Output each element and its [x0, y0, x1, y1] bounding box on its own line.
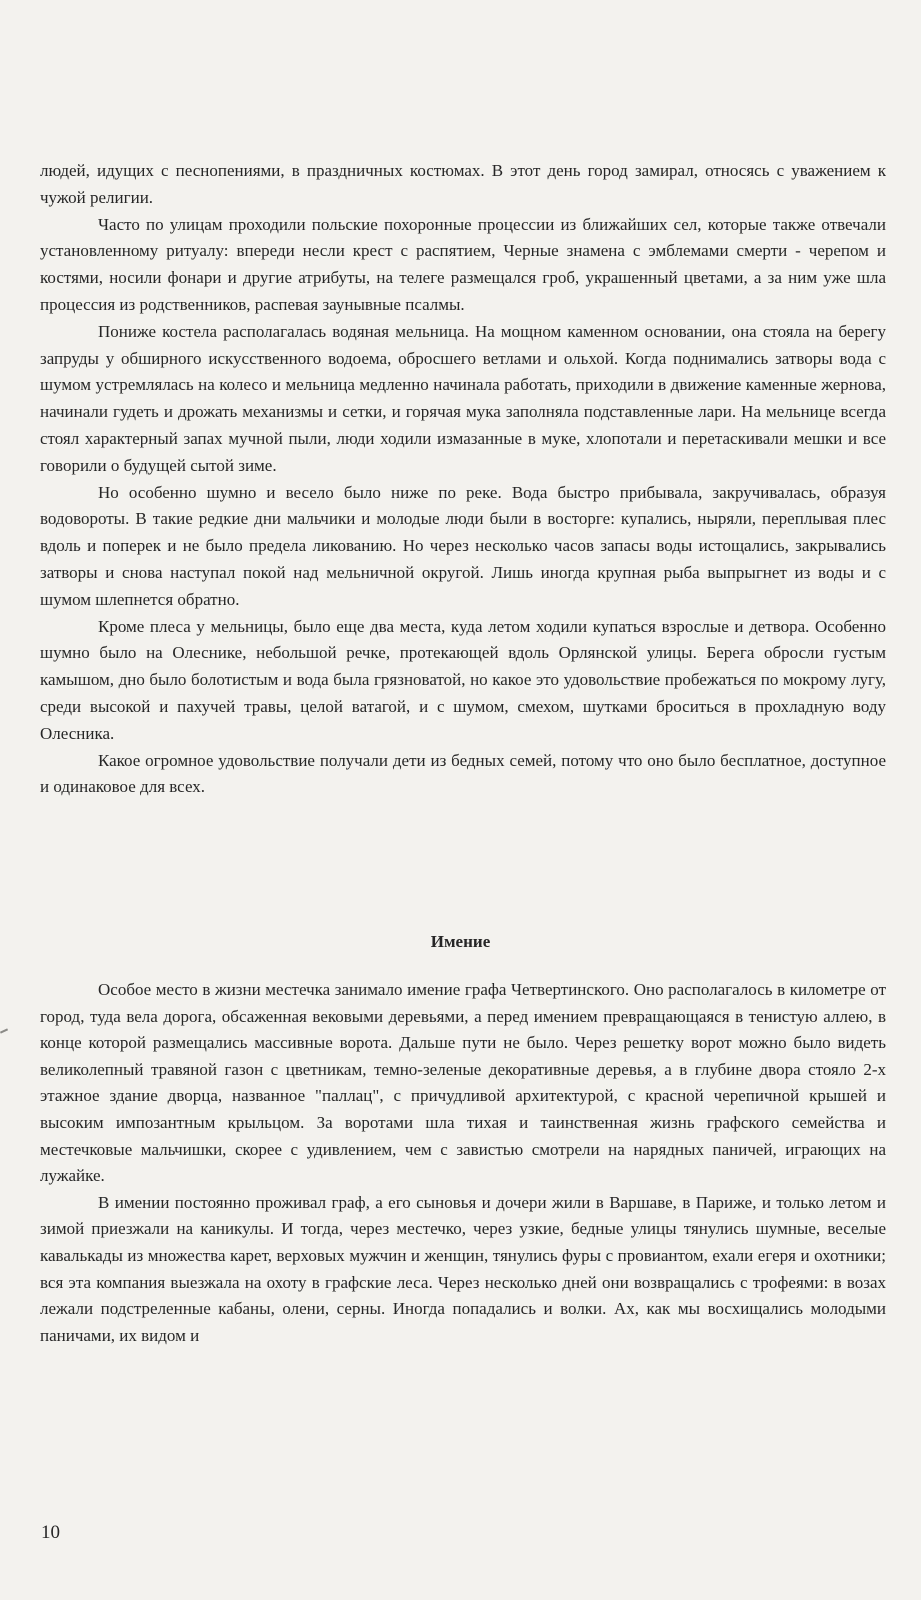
- paragraph: Кроме плеса у мельницы, было еще два места, куда летом ходили купаться взрослые и детвора. Особенно шумно было на Олеснике, небольшой речке, протекающей вдоль Орлянской улицы. Берега обросли густым камышом, дно было болотистым и вода была грязноватой, но какое это удовольствие пробежаться по мокрому лугу, среди высокой и пахучей травы, целой ватагой, и с шумом, смехом, шутками броситься в прохладную воду Олесника.: [40, 616, 886, 743]
- section-two-text: [40, 977, 886, 1349]
- page-number: 10: [41, 1522, 60, 1543]
- paragraph: Но особенно шумно и весело было ниже по реке. Вода быстро прибывала, закручивалась, образуя водовороты. В такие редкие дни мальчики и молодые люди были в восторге: купались, ныряли, переплывая плес вдоль и поперек и не было предела ликованию. Но через несколько часов запасы воды истощались, закрывались затворы и снова наступал покой над мельничной округой. Лишь иногда крупная рыба выпрыгнет из воды и с шумом шлепнется обратно.: [40, 482, 886, 609]
- paragraph: В имении постоянно проживал граф, а его сыновья и дочери жили в Варшаве, в Париже, и только летом и зимой приезжали на каникулы. И тогда, через местечко, через узкие, бедные улицы тянулись шумные, веселые кавалькады из множества карет, верховых мужчин и женщин, тянулись фуры с провиантом, ехали егеря и охотники; вся эта компания выезжала на охоту в графские леса. Через несколько дней они возвращались с трофеями: в возах лежали подстреленные кабаны, олени, серны. Иногда попадались и волки. Ах, как мы восхищались молодыми паничами, их видом и: [40, 1192, 886, 1345]
- section-heading: Имение: [430, 932, 491, 951]
- paragraph: Особое место в жизни местечка занимало имение графа Четвертинского. Оно располагалось в километре от город, туда вела дорога, обсаженная вековыми деревьями, а перед имением превращающаяся в тенистую аллею, в конце которой размещались массивные ворота. Дальше пути не было. Через решетку ворот можно было видеть великолепный травяной газон с цветникам, темно-зеленые декоративные деревья, а в глубине двора стояло 2-х этажное здание дворца, названное "паллац", с причудливой архитектурой, с красной черепичной крышей и высоким импозантным крыльцом. За воротами шла тихая и таинственная жизнь графского семейства и местечковые мальчишки, скорее с удивлением, чем с завистью смотрели на нарядных паничей, играющих на лужайке.: [40, 980, 886, 1186]
- paragraph: людей, идущих с песнопениями, в праздничных костюмах. В этот день город замирал, относясь с уважением к чужой религии.: [40, 161, 886, 207]
- paragraph: Какое огромное удовольствие получали дети из бедных семей, потому что оно было бесплатное, доступное и одинаковое для всех.: [40, 750, 886, 797]
- scan-edge-mark: [0, 1028, 8, 1033]
- paragraph: Часто по улицам проходили польские похоронные процессии из ближайших сел, которые также отвечали установленному ритуалу: впереди несли крест с распятием, Черные знамена с эмблемами смерти - черепом и костями, носили фонари и другие атрибуты, на телеге размещался гроб, украшенный цветами, а за ним уже шла процессия из родственников, распевая заунывные псалмы.: [40, 214, 886, 314]
- paragraph: Пониже костела располагалась водяная мельница. На мощном каменном основании, она стояла на берегу запруды у обширного искусственного водоема, обросшего ветлами и ольхой. Когда поднимались затворы вода с шумом устремлялась на колесо и мельница медленно начинала работать, приходили в движение каменные жернова, начинали гудеть и дрожать механизмы и сетки, и горячая мука заполняла подставленные лари. На мельнице всегда стоял характерный запах мучной пыли, люди ходили измазанные в муке, хлопотали и перетаскивали мешки и все говорили о будущей сытой зиме.: [40, 321, 886, 475]
- section-one-text: [40, 158, 886, 801]
